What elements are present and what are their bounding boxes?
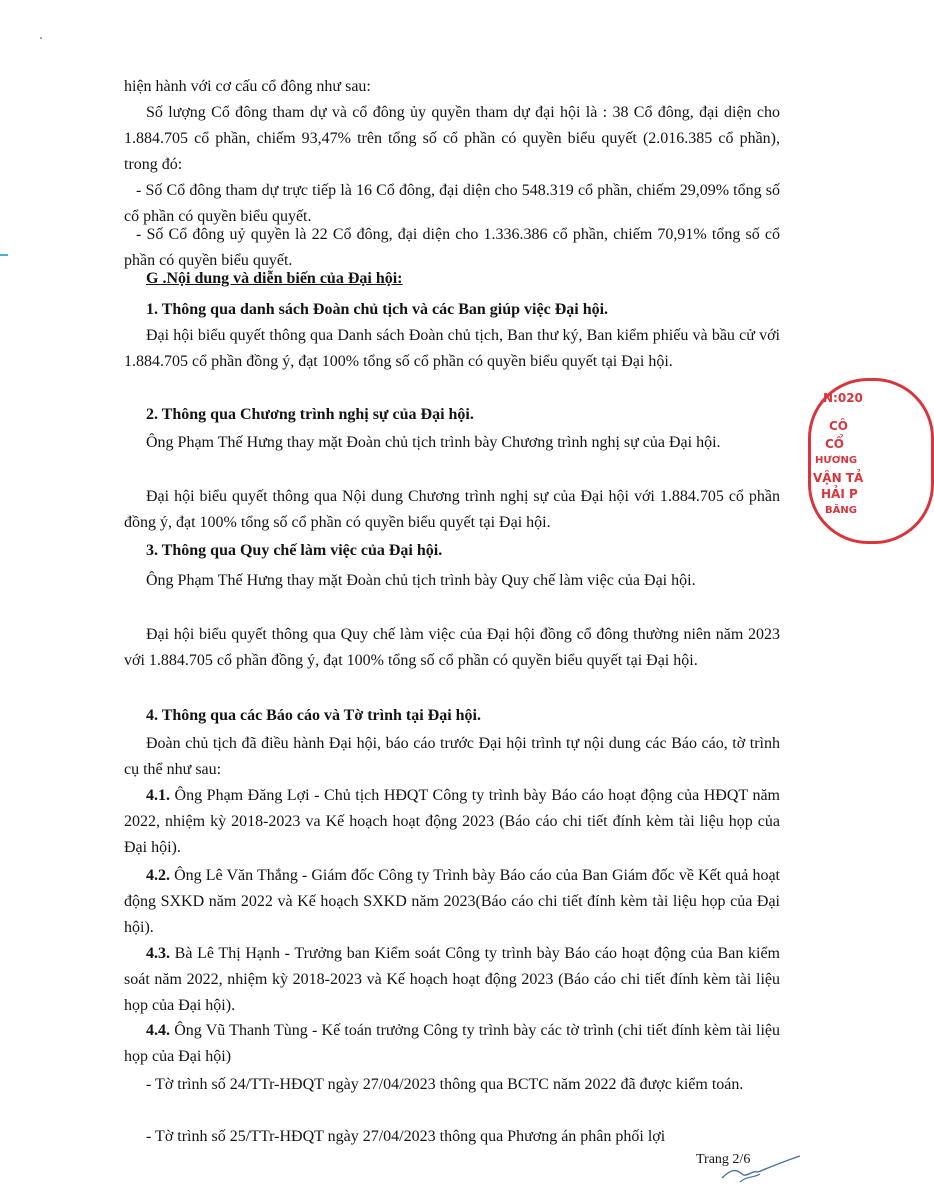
paragraph-4: Đoàn chủ tịch đã điều hành Đại hội, báo cáo trước Đại hội trình tự nội dung các Báo cáo, tờ trình cụ thể như sau: — [124, 735, 780, 778]
item-4-2-text: Ông Lê Văn Thắng - Giám đốc Công ty Trình bày Báo cáo của Ban Giám đốc về Kết quả hoạt động SXKD năm 2022 và Kế hoạch SXKD năm 2023(Báo cáo chi tiết đính kèm tài liệu họp của Đại hội). — [124, 867, 780, 936]
stamp-text-7: BĂNG — [825, 505, 857, 516]
paragraph-1: Đại hội biểu quyết thông qua Danh sách Đoàn chủ tịch, Ban thư ký, Ban kiểm phiếu và bầu cử với 1.884.705 cổ phần đồng ý, đạt 100% tổng số cổ phần có quyền biểu quyết tại Đại hội. — [124, 327, 780, 370]
stamp-text-5: VẬN TẢ — [813, 471, 864, 485]
attendance-direct-bullet: - Số Cổ đông tham dự trực tiếp là 16 Cổ đông, đại diện cho 548.319 cổ phần, chiếm 29,09% tổng số cổ phần có quyền biểu quyết. — [124, 182, 780, 225]
intro-line: hiện hành với cơ cấu cổ đông như sau: — [124, 78, 371, 95]
margin-mark — [0, 254, 8, 256]
item-4-3-number: 4.3. — [146, 945, 170, 962]
item-4-3-text: Bà Lê Thị Hạnh - Trưởng ban Kiểm soát Công ty trình bày Báo cáo hoạt động của Ban kiểm soát năm 2022, nhiệm kỳ 2018-2023 và Kế hoạch hoạt động 2023 (Báo cáo chi tiết đính kèm tài liệu họp của Đại hội). — [124, 945, 780, 1014]
item-4-4 — [124, 1018, 780, 1070]
stamp-text-6: HẢI P — [821, 487, 858, 501]
dash-item-2: - Tờ trình số 25/TTr-HĐQT ngày 27/04/2023 thông qua Phương án phân phối lợi — [146, 1128, 666, 1145]
company-stamp — [808, 378, 934, 544]
stamp-text-3: CỔ — [825, 437, 845, 451]
heading-4: 4. Thông qua các Báo cáo và Tờ trình tại Đại hội. — [146, 707, 481, 724]
item-4-1 — [124, 783, 780, 861]
stamp-text-1: N:020 — [823, 391, 863, 405]
attendance-proxy-bullet: - Số Cổ đông uỷ quyền là 22 Cổ đông, đại diện cho 1.336.386 cổ phần, chiếm 70,91% tổng số cổ phần có quyền biểu quyết. — [124, 226, 780, 269]
page-number: Trang 2/6 — [696, 1152, 751, 1167]
heading-3: 3. Thông qua Quy chế làm việc của Đại hội. — [146, 542, 443, 559]
item-4-1-number: 4.1. — [146, 787, 170, 804]
heading-1: 1. Thông qua danh sách Đoàn chủ tịch và các Ban giúp việc Đại hội. — [146, 301, 609, 318]
stamp-text-4: HƯƠNG — [815, 455, 858, 466]
paragraph-3b: Đại hội biểu quyết thông qua Quy chế làm việc của Đại hội đồng cổ đông thường niên năm 2023 với 1.884.705 cổ phần đồng ý, đạt 100% tổng số cổ phần có quyền biểu quyết tại Đại hội. — [124, 626, 780, 669]
paragraph-3a: Ông Phạm Thế Hưng thay mặt Đoàn chủ tịch trình bày Quy chế làm việc của Đại hội. — [146, 572, 696, 589]
scan-speck — [40, 37, 42, 39]
item-4-4-text: Ông Vũ Thanh Tùng - Kế toán trưởng Công ty trình bày các tờ trình (chi tiết đính kèm tài liệu họp của Đại hội) — [124, 1022, 780, 1065]
item-4-1-text: Ông Phạm Đăng Lợi - Chủ tịch HĐQT Công ty trình bày Báo cáo hoạt động của HĐQT năm 2022, nhiệm kỳ 2018-2023 va Kế hoạch hoạt động 2023 (Báo cáo chi tiết đính kèm tài liệu họp của Đại hội). — [124, 787, 780, 856]
item-4-4-number: 4.4. — [146, 1022, 170, 1039]
paragraph-2a: Ông Phạm Thế Hưng thay mặt Đoàn chủ tịch trình bày Chương trình nghị sự của Đại hội. — [146, 434, 721, 451]
item-4-3 — [124, 941, 780, 1019]
section-g-title: G .Nội dung và diễn biến của Đại hội: — [146, 270, 403, 287]
signature-mark — [716, 1148, 806, 1188]
heading-2: 2. Thông qua Chương trình nghị sự của Đại hội. — [146, 406, 474, 423]
stamp-text-2: CÔ — [829, 419, 849, 433]
section-g-heading — [124, 266, 780, 292]
paragraph-2b: Đại hội biểu quyết thông qua Nội dung Chương trình nghị sự của Đại hội với 1.884.705 cổ phần đồng ý, đạt 100% tổng số cổ phần có quyền biểu quyết tại Đại hội. — [124, 488, 780, 531]
attendance-paragraph: Số lượng Cổ đông tham dự và cổ đông ủy quyền tham dự đại hội là : 38 Cổ đông, đại diện cho 1.884.705 cổ phần, chiếm 93,47% trên tổng số cổ phần có quyền biểu quyết (2.016.385 cổ phần), trong đó: — [124, 104, 780, 173]
dash-item-1: - Tờ trình số 24/TTr-HĐQT ngày 27/04/2023 thông qua BCTC năm 2022 đã được kiểm toán. — [146, 1076, 744, 1093]
item-4-2 — [124, 863, 780, 941]
item-4-2-number: 4.2. — [146, 867, 170, 884]
